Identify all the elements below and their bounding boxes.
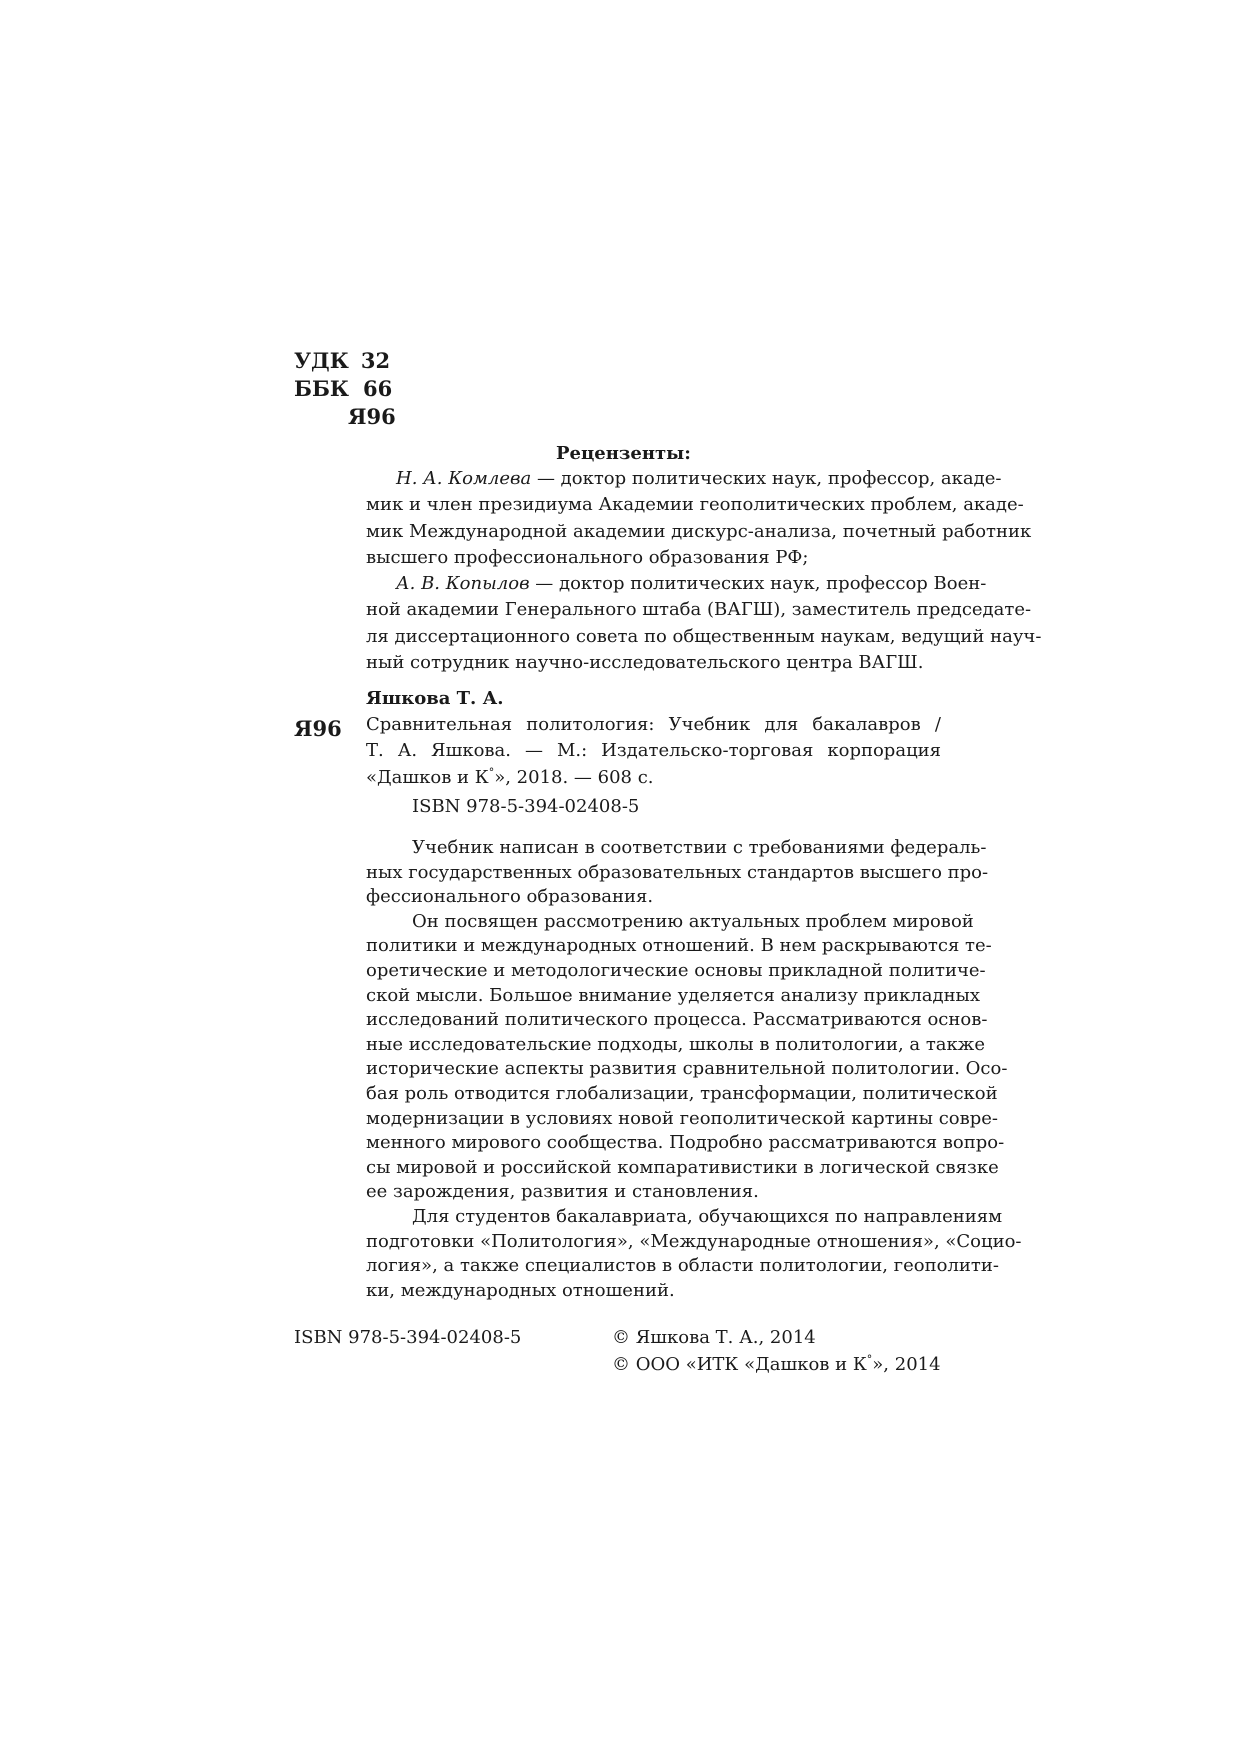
reviewer-2-line: ный сотрудник научно-исследовательского центра ВАГШ. <box>366 652 924 674</box>
bib-line: Сравнительная политология: Учебник для бакалавров / <box>366 714 941 735</box>
annotation-line: ее зарождения, развития и становления. <box>366 1181 759 1203</box>
annotation-line: ской мысли. Большое внимание уделяется анализу прикладных <box>366 984 981 1006</box>
bib-description <box>366 712 941 791</box>
annotation-line: ные исследовательские подходы, школы в политологии, а также <box>366 1033 985 1055</box>
annotation-line: логия», а также специалистов в области политологии, геополити- <box>366 1255 999 1277</box>
footer-isbn: ISBN 978-5-394-02408-5 <box>294 1327 522 1348</box>
author-mark: Я96 <box>348 404 396 429</box>
reviewers-heading: Рецензенты: <box>556 443 691 464</box>
annotation-line: Он посвящен рассмотрению актуальных проблем мировой <box>412 910 974 932</box>
annotation-line: менного мирового сообщества. Подробно рассматриваются вопро- <box>366 1132 1005 1154</box>
annotation-line: оретические и методологические основы прикладной политиче- <box>366 959 986 981</box>
bib-line: Т. А. Яшкова. — М.: Издательско-торговая корпорация <box>366 740 941 762</box>
annotation-line: политики и международных отношений. В нем раскрываются те- <box>366 935 992 957</box>
bib-line: «Дашков и К°», 2018. — 608 с. <box>366 765 654 788</box>
reviewer-2-line: ной академии Генерального штаба (ВАГШ), заместитель председате- <box>366 599 1032 621</box>
bib-isbn: ISBN 978-5-394-02408-5 <box>412 796 640 817</box>
reviewer-2-line: А. В. Копылов — доктор политических наук, профессор Воен- <box>396 573 987 595</box>
annotation-line: сы мировой и российской компаративистики в логической связке <box>366 1156 999 1178</box>
copyright-publisher: © ООО «ИТК «Дашков и К°», 2014 <box>612 1353 941 1375</box>
annotation-line: Для студентов бакалавриата, обучающихся по направлениям <box>412 1205 1003 1227</box>
reviewer-1-line: мик и член президиума Академии геополитических проблем, акаде- <box>366 494 1024 516</box>
reviewer-2-line: ля диссертационного совета по общественным наукам, ведущий науч- <box>366 625 1042 647</box>
copyright-author: © Яшкова Т. А., 2014 <box>612 1327 816 1348</box>
udk-code: УДК 32 <box>294 348 391 373</box>
reviewers-block <box>366 466 1042 676</box>
annotation-line: ки, международных отношений. <box>366 1279 675 1301</box>
bib-mark: Я96 <box>294 716 342 741</box>
reviewer-1-line: Н. А. Комлева — доктор политических наук, профессор, акаде- <box>396 468 1002 489</box>
annotation-line: исторические аспекты развития сравнительной политологии. Осо- <box>366 1058 1008 1080</box>
bbk-code: ББК 66 <box>294 376 393 401</box>
annotation-line: бая роль отводится глобализации, трансформации, политической <box>366 1082 998 1104</box>
annotation-line: модернизации в условиях новой геополитической картины совре- <box>366 1107 999 1129</box>
annotation-line: исследований политического процесса. Рассматриваются основ- <box>366 1009 988 1031</box>
annotation <box>366 836 1022 1303</box>
annotation-line: Учебник написан в соответствии с требованиями федераль- <box>412 837 987 858</box>
reviewer-1-line: высшего профессионального образования РФ; <box>366 546 809 568</box>
annotation-line: ных государственных образовательных стандартов высшего про- <box>366 861 989 883</box>
reviewer-1-line: мик Международной академии дискурс-анализа, почетный работник <box>366 520 1032 542</box>
annotation-line: подготовки «Политология», «Международные отношения», «Социо- <box>366 1230 1022 1252</box>
annotation-line: фессионального образования. <box>366 886 654 908</box>
bib-author: Яшкова Т. А. <box>366 688 504 709</box>
